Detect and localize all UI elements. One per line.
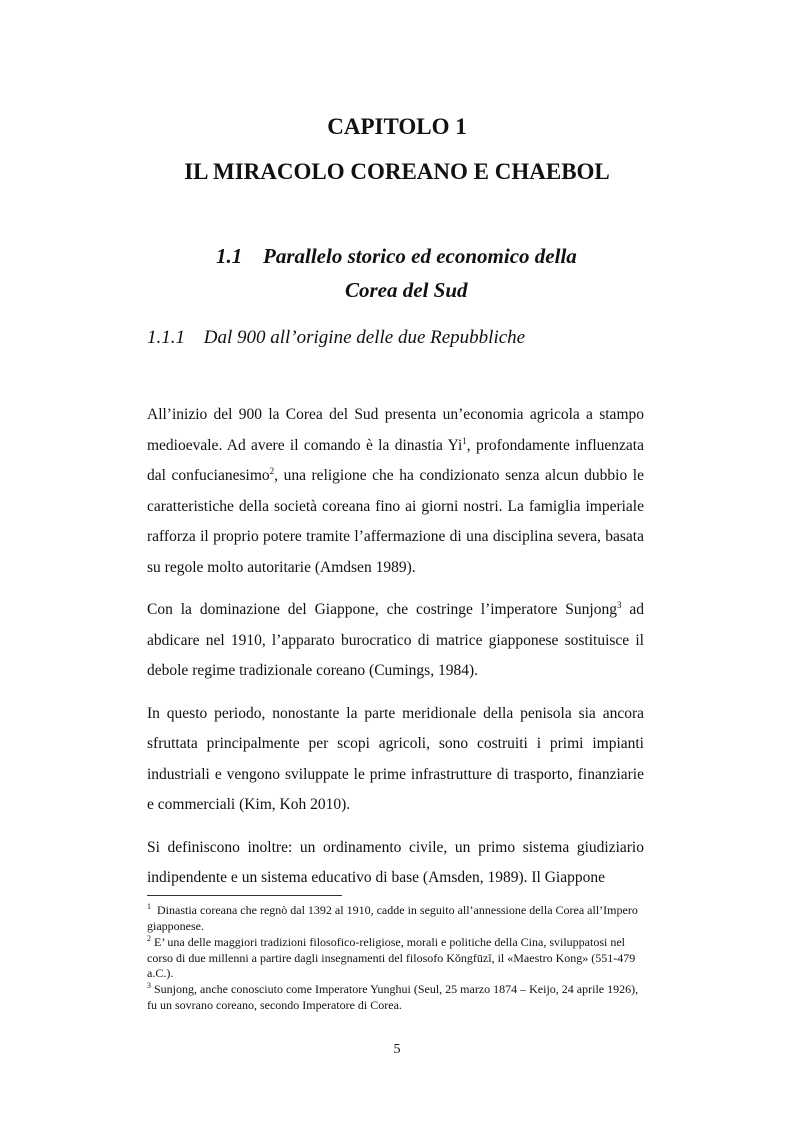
paragraph-1-part-c: , una religione che ha condizionato senza alcun dubbio le caratteristiche della società coreana fino ai giorni nostri. La famiglia imperiale rafforza il proprio potere tramite l’affermazione di una disciplina severa, basata su regole molto autoritarie (Amdsen 1989). bbox=[147, 467, 644, 576]
footnote-1-text: Dinastia coreana che regnò dal 1392 al 1910, cadde in seguito all’annessione della Corea all’Impero giapponese. bbox=[147, 903, 638, 933]
footnote-2-mark: 2 bbox=[147, 934, 151, 943]
paragraph-2-part-a: Con la dominazione del Giappone, che costringe l’imperatore Sunjong bbox=[147, 601, 617, 618]
subsection-title: Dal 900 all’origine delle due Repubbliche bbox=[203, 327, 526, 348]
paragraph-3: In questo periodo, nonostante la parte meridionale della penisola sia ancora sfruttata principalmente per scopi agricoli, sono costruiti i primi impianti industriali e vengono sviluppate le prime infrastrutture di trasporto, finanziarie e commerciali (Kim, Koh 2010). bbox=[147, 704, 644, 813]
page-number: 5 bbox=[393, 1042, 401, 1057]
paragraph-1-part-a: All’inizio del 900 la Corea del Sud presenta un’economia agricola a stampo medioevale. Ad avere il comando è la dinastia Yi bbox=[147, 406, 644, 454]
section-number: 1.1 bbox=[216, 244, 243, 268]
body-text bbox=[147, 400, 644, 906]
paragraph-2-part-b: ad abdicare nel 1910, l’apparato burocratico di matrice giapponese sostituisce il debole regime tradizionale coreano (Cumings, 1984). bbox=[147, 601, 644, 679]
footnote-1 bbox=[147, 903, 644, 934]
chapter-title: IL MIRACOLO COREANO E CHAEBOL bbox=[184, 159, 610, 184]
footnote-1-mark: 1 bbox=[147, 902, 151, 911]
footnote-ref-1[interactable]: 1 bbox=[462, 435, 467, 446]
paragraph-1 bbox=[147, 400, 644, 583]
footnote-3-mark: 3 bbox=[147, 981, 151, 990]
footnote-separator bbox=[147, 895, 342, 896]
footnote-ref-2[interactable]: 2 bbox=[269, 465, 275, 476]
footnote-2-text: E’ una delle maggiori tradizioni filosofico-religiose, morali e politiche della Cina, sviluppatosi nel corso di due millenni a partire dagli insegnamenti del filosofo Kǒngfūzǐ, il «Maestro Kong» (551-479 a.C.). bbox=[147, 935, 636, 980]
footnote-ref-3[interactable]: 3 bbox=[616, 599, 622, 610]
footnote-3 bbox=[147, 982, 644, 1013]
chapter-label: CAPITOLO 1 bbox=[327, 114, 467, 139]
section-title-line1: Parallelo storico ed economico della bbox=[263, 244, 577, 268]
paragraph-4: Si definiscono inoltre: un ordinamento civile, un primo sistema giudiziario indipendente e un sistema educativo di base (Amsden, 1989). Il Giappone bbox=[147, 838, 644, 886]
footnote-2 bbox=[147, 935, 644, 982]
paragraph-1-part-b: , profondamente influenzata dal confucianesimo bbox=[147, 436, 644, 484]
footnote-3-text: Sunjong, anche conosciuto come Imperatore Yunghui (Seul, 25 marzo 1874 – Keijo, 24 aprile 1926), fu un sovrano coreano, secondo Imperatore di Corea. bbox=[147, 982, 639, 1012]
subsection-heading bbox=[147, 327, 525, 349]
section-title-line2: Corea del Sud bbox=[345, 278, 468, 302]
paragraph-2 bbox=[147, 595, 644, 687]
subsection-number: 1.1.1 bbox=[147, 327, 185, 348]
